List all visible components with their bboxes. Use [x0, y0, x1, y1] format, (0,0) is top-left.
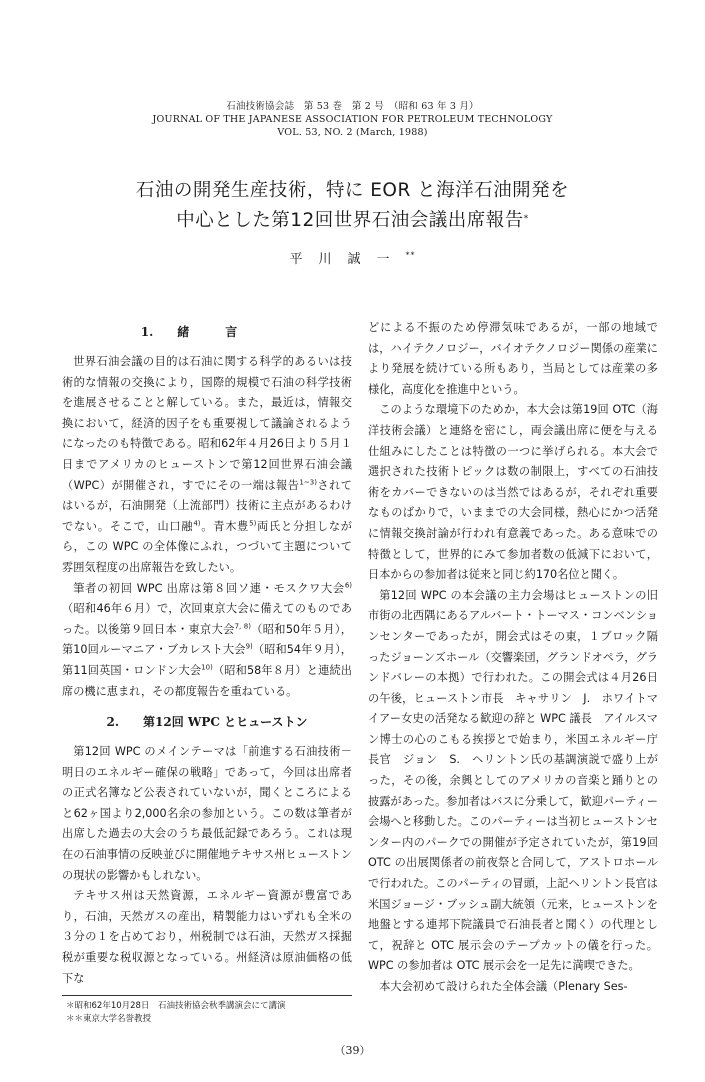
text: 両氏と分担しながら，この WPC の全体像にふれ，つづいて主題について雰囲気程度の出席報告を致したい。	[62, 519, 352, 574]
text: （昭和46年６月）で，次回東京大会に備えてのものであった。以後第９回日本・東京大会	[62, 602, 352, 636]
text: 筆者の初回 WPC 出席は第８回ソ連・モスクワ大会	[73, 581, 345, 595]
footnote-lecture: ＊昭和62年10月28日 石油技術協会秋季講演会にて講演	[66, 1001, 286, 1012]
footnote-affiliation: ＊＊東京大学名誉教授	[66, 1014, 152, 1025]
citation: 5)	[249, 519, 257, 528]
paragraph	[62, 579, 352, 703]
journal-name-en: JOURNAL OF THE JAPANESE ASSOCIATION FOR PETROLEUM TECHNOLOGY	[152, 114, 553, 125]
section-heading-2	[62, 702, 352, 742]
title-footnote-mark: *	[523, 214, 529, 224]
title-line-2-text: 中心とした第12回世界石油会議出席報告	[176, 210, 524, 231]
body-columns	[62, 318, 658, 1026]
title-line-1: 石油の開発生産技術，特に EOR と海洋石油開発を	[135, 180, 570, 201]
citation: 1~3)	[299, 477, 317, 486]
paragraph	[62, 352, 352, 579]
section-heading-1	[62, 312, 352, 352]
title-line-2	[0, 206, 705, 236]
article-title	[0, 176, 705, 236]
text: （昭和50年５月），第10回ルーマニア・ブカレスト大会	[62, 622, 352, 657]
page-number: （39）	[334, 1044, 371, 1057]
citation: 6)	[344, 580, 352, 589]
text: 世界石油会議の目的は石油に関する科学的あるいは技術的な情報の交換により，国際的規模で石油の科学技術を進展させることと解している。また，最近は，情報交換において，経済的因子をも重要視して議論されるようになったのも特徴である。昭和62年４月26日より５月１日までアメリカのヒューストンで第12回世界石油会議（WPC）が開催され，すでにその一端は報告	[62, 355, 352, 492]
citation: 9)	[245, 642, 253, 651]
paragraph: 第12回 WPC のメインテーマは「前進する石油技術－明日のエネルギー確保の戦略」であって，今回は出席者の正式名簿など公表されていないが，聞くところによると62ヶ国より2,000名余の参加という。この数は筆者が出席した過去の大会のうち最低記録であろう。これは現在の石油事情の反映並びに開催地テキサス州ヒューストンの現状の影響かもしれない。	[62, 745, 352, 882]
paragraph: テキサス州は天然資源，エネルギー資源が豊富であり，石油，天然ガスの産出，精製能力はいずれも全米の３分の１を占めており，州税制では石油，天然ガス採掘税が重要な税収源となっている。州経済は原油価格の低下な	[62, 889, 352, 985]
journal-volume: VOL. 53, NO. 2 (March, 1988)	[277, 127, 428, 138]
paragraph: このような環境下のためか，本大会は第19回 OTC（海洋技術会議）と連絡を密にし，両会議出席に便を与える仕組みにしたことは特徴の一つに挙げられる。本大会で選択された技術トピックは数の制限上，すべての石油技術をカバーできないのは当然ではあるが，それぞれ重要なものばかりで，いままでの大会同様，熱心にかつ活発に情報交換討論が行われ有意義であった。ある意味での特徴として，世界的にみて参加者数の低減下において，日本からの参加者は従来と同じ約170名位と聞く。	[368, 403, 658, 582]
paragraph: 第12回 WPC の本会議の主力会場はヒューストンの旧市街の北西隅にあるアルバート・トーマス・コンベンションセンターであったが，開会式はその東，１ブロック隔ったジョーンズホール（交響楽団，グランドオペラ，グランドバレーの本拠）で行われた。この開会式は４月26日の午後，ヒューストン市長 キャサリン J. ホワイトマイアー女史の活発なる歓迎の辞と WPC 議長 アイルスマン博士の心のこもる挨拶とで始まり，米国エネルギー庁長官 ジョン S. ヘリントン氏の基調演説で盛り上がった，その後，余興としてのアメリカの音楽と踊りとの披露があった。参加者はバスに分乗して，歓迎パーティー会場へと移動した。このパーティーは当初ヒューストンセンター内のパークでの開催が予定されていたが，第19回 OTC の出展関係者の前夜祭と合同して，アストロホールで行われた。このパーティの冒頭，上記ヘリントン長官は米国ジョージ・ブッシュ副大統領（元来，ヒューストンを地盤とする連邦下院議員で石油長者と聞く）の代理として，祝辞と OTC 展示会のテープカットの儀を行った。WPC の参加者は OTC 展示会を一足先に満喫できた。	[368, 588, 658, 973]
citation: 7, 8)	[234, 621, 251, 630]
text: （昭和54年９月），第11回英国・ロンドン大会	[62, 643, 352, 677]
author-name: 平川誠一	[289, 252, 406, 267]
section-title: 緒言	[177, 325, 274, 339]
text: されてはいるが，石油開発（上流部門）技術に主点があるわけでない。そこで，山口融	[62, 478, 352, 533]
paragraph: どによる不振のため停滞気味であるが，一部の地域では，ハイテクノロジー，バイオテクノロジー関係の産業により発展を続けている所もあり，当局としては産業の多様化，高度化を推進中という。	[368, 321, 658, 396]
journal-issue-jp: 石油技術協会誌 第 53 巻 第 2 号 （昭和 63 年 3 月）	[226, 101, 479, 112]
journal-header	[0, 100, 705, 139]
paragraph: 本大会初めて設けられた全体会議（Plenary Ses-	[379, 980, 628, 993]
author-footnote-mark: **	[405, 250, 416, 260]
citation: 10)	[201, 663, 213, 672]
section-number: 1.	[140, 325, 154, 339]
citation: 4)	[193, 519, 201, 528]
section-title: 第12回 WPC とヒューストン	[143, 715, 308, 730]
right-column	[368, 318, 658, 998]
left-column	[62, 318, 352, 1026]
author	[0, 248, 705, 267]
text: （昭和58年８月）と連続出席の機に恵まれ，その都度報告を重ねている。	[62, 663, 352, 698]
footnotes	[62, 995, 352, 1026]
section-number: 2.	[106, 715, 119, 730]
text: 。青木豊	[200, 519, 250, 533]
